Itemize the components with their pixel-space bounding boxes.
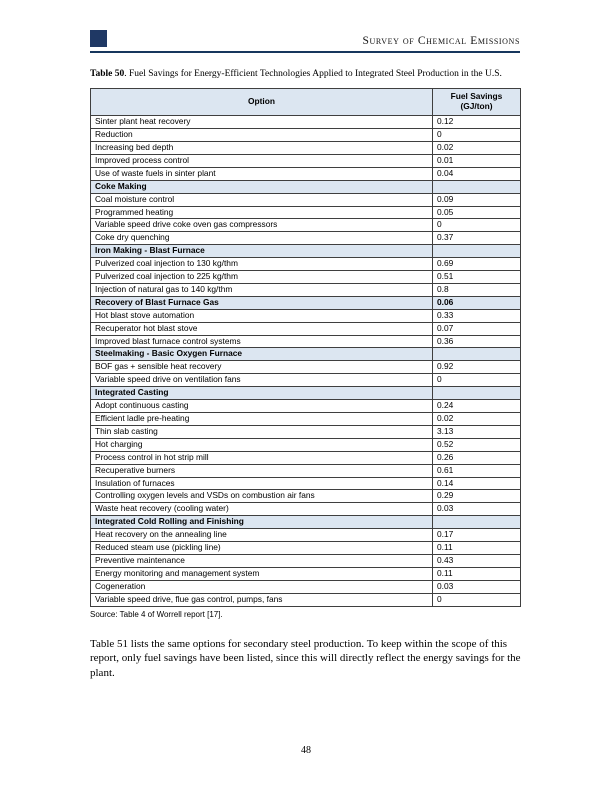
table-row: [91, 464, 521, 477]
option-cell: Reduced steam use (pickling line): [91, 542, 433, 555]
table-caption: [90, 68, 520, 80]
table-row: [91, 503, 521, 516]
section-row: [91, 180, 521, 193]
table-row: [91, 529, 521, 542]
value-cell: 0: [433, 129, 521, 142]
table-row: [91, 477, 521, 490]
section-row: [91, 296, 521, 309]
value-cell: 0.02: [433, 141, 521, 154]
option-cell: Use of waste fuels in sinter plant: [91, 167, 433, 180]
value-cell: 0.36: [433, 335, 521, 348]
option-cell: Coke Making: [91, 180, 433, 193]
option-cell: Adopt continuous casting: [91, 400, 433, 413]
value-cell: 0.01: [433, 154, 521, 167]
value-cell: 0.43: [433, 554, 521, 567]
table-row: [91, 593, 521, 606]
option-cell: Process control in hot strip mill: [91, 451, 433, 464]
value-cell: 0.12: [433, 116, 521, 129]
table-row: [91, 374, 521, 387]
option-cell: Recovery of Blast Furnace Gas: [91, 296, 433, 309]
value-cell: 0.26: [433, 451, 521, 464]
table-row: [91, 425, 521, 438]
table-caption-text: . Fuel Savings for Energy-Efficient Technologies Applied to Integrated Steel Production in the U.S.: [124, 69, 502, 79]
table-row: [91, 206, 521, 219]
value-cell: 0: [433, 593, 521, 606]
body-paragraph: Table 51 lists the same options for secondary steel production. To keep within the scope of this report, only fuel savings have been listed, since this will directly reflect the energy savings for the plant.: [90, 637, 521, 680]
value-cell: 0: [433, 374, 521, 387]
option-cell: Waste heat recovery (cooling water): [91, 503, 433, 516]
option-cell: Recuperator hot blast stove: [91, 322, 433, 335]
table-row: [91, 580, 521, 593]
value-cell: 0.17: [433, 529, 521, 542]
section-row: [91, 387, 521, 400]
column-header-fuel-savings: [433, 89, 521, 116]
value-cell: [433, 387, 521, 400]
value-cell: 0.02: [433, 413, 521, 426]
option-cell: Iron Making - Blast Furnace: [91, 245, 433, 258]
option-cell: Efficient ladle pre-heating: [91, 413, 433, 426]
source-note: Source: Table 4 of Worrell report [17].: [90, 609, 223, 619]
option-cell: Cogeneration: [91, 580, 433, 593]
table-header-row: [91, 89, 521, 116]
value-cell: 0.52: [433, 438, 521, 451]
option-cell: Recuperative burners: [91, 464, 433, 477]
table-row: [91, 322, 521, 335]
table-row: [91, 361, 521, 374]
section-row: [91, 516, 521, 529]
value-cell: 3.13: [433, 425, 521, 438]
table-row: [91, 141, 521, 154]
option-cell: BOF gas + sensible heat recovery: [91, 361, 433, 374]
page-number: 48: [301, 745, 311, 756]
value-cell: 0.8: [433, 283, 521, 296]
option-cell: Variable speed drive on ventilation fans: [91, 374, 433, 387]
option-cell: Improved blast furnace control systems: [91, 335, 433, 348]
table-row: [91, 129, 521, 142]
option-cell: Reduction: [91, 129, 433, 142]
table-row: [91, 232, 521, 245]
value-cell: 0.51: [433, 271, 521, 284]
value-cell: 0.33: [433, 309, 521, 322]
option-cell: Heat recovery on the annealing line: [91, 529, 433, 542]
value-cell: 0.11: [433, 567, 521, 580]
value-cell: 0.29: [433, 490, 521, 503]
option-cell: Steelmaking - Basic Oxygen Furnace: [91, 348, 433, 361]
option-cell: Thin slab casting: [91, 425, 433, 438]
value-cell: 0.09: [433, 193, 521, 206]
option-cell: Coal moisture control: [91, 193, 433, 206]
table-row: [91, 554, 521, 567]
option-cell: Pulverized coal injection to 225 kg/thm: [91, 271, 433, 284]
value-cell: 0.24: [433, 400, 521, 413]
option-cell: Controlling oxygen levels and VSDs on combustion air fans: [91, 490, 433, 503]
option-cell: Integrated Cold Rolling and Finishing: [91, 516, 433, 529]
table-row: [91, 438, 521, 451]
option-cell: Sinter plant heat recovery: [91, 116, 433, 129]
option-cell: Injection of natural gas to 140 kg/thm: [91, 283, 433, 296]
option-cell: Hot charging: [91, 438, 433, 451]
option-cell: Integrated Casting: [91, 387, 433, 400]
table-row: [91, 542, 521, 555]
fuel-savings-table: [90, 88, 521, 606]
table-caption-label: Table 50: [90, 69, 125, 79]
table-row: [91, 567, 521, 580]
page-header: [90, 30, 520, 47]
table-row: [91, 167, 521, 180]
table-row: [91, 283, 521, 296]
table-row: [91, 309, 521, 322]
value-cell: 0.03: [433, 503, 521, 516]
option-cell: Coke dry quenching: [91, 232, 433, 245]
option-cell: Preventive maintenance: [91, 554, 433, 567]
table-row: [91, 154, 521, 167]
value-cell: 0.11: [433, 542, 521, 555]
value-cell: 0.61: [433, 464, 521, 477]
value-cell: 0: [433, 219, 521, 232]
table-row: [91, 335, 521, 348]
value-cell: 0.07: [433, 322, 521, 335]
value-cell: [433, 180, 521, 193]
table-row: [91, 219, 521, 232]
option-cell: Variable speed drive, flue gas control, pumps, fans: [91, 593, 433, 606]
value-cell: [433, 245, 521, 258]
table-row: [91, 413, 521, 426]
header-rule: [90, 51, 520, 53]
column-header-fuel-savings-line1: Fuel Savings: [450, 91, 503, 102]
value-cell: 0.03: [433, 580, 521, 593]
header-logo-square: [90, 30, 107, 47]
table-row: [91, 193, 521, 206]
value-cell: 0.37: [433, 232, 521, 245]
option-cell: Increasing bed depth: [91, 141, 433, 154]
value-cell: 0.69: [433, 258, 521, 271]
value-cell: [433, 348, 521, 361]
option-cell: Variable speed drive coke oven gas compressors: [91, 219, 433, 232]
table-row: [91, 451, 521, 464]
option-cell: Pulverized coal injection to 130 kg/thm: [91, 258, 433, 271]
table-row: [91, 490, 521, 503]
value-cell: 0.04: [433, 167, 521, 180]
table-row: [91, 271, 521, 284]
table-row: [91, 400, 521, 413]
value-cell: 0.92: [433, 361, 521, 374]
section-row: [91, 245, 521, 258]
value-cell: [433, 516, 521, 529]
header-title: Survey of Chemical Emissions: [362, 35, 520, 47]
column-header-option: Option: [91, 89, 433, 116]
option-cell: Hot blast stove automation: [91, 309, 433, 322]
value-cell: 0.05: [433, 206, 521, 219]
option-cell: Improved process control: [91, 154, 433, 167]
column-header-fuel-savings-line2: (GJ/ton): [460, 101, 493, 112]
option-cell: Energy monitoring and management system: [91, 567, 433, 580]
table-row: [91, 116, 521, 129]
option-cell: Programmed heating: [91, 206, 433, 219]
section-row: [91, 348, 521, 361]
option-cell: Insulation of furnaces: [91, 477, 433, 490]
value-cell: 0.06: [433, 296, 521, 309]
table-row: [91, 258, 521, 271]
value-cell: 0.14: [433, 477, 521, 490]
